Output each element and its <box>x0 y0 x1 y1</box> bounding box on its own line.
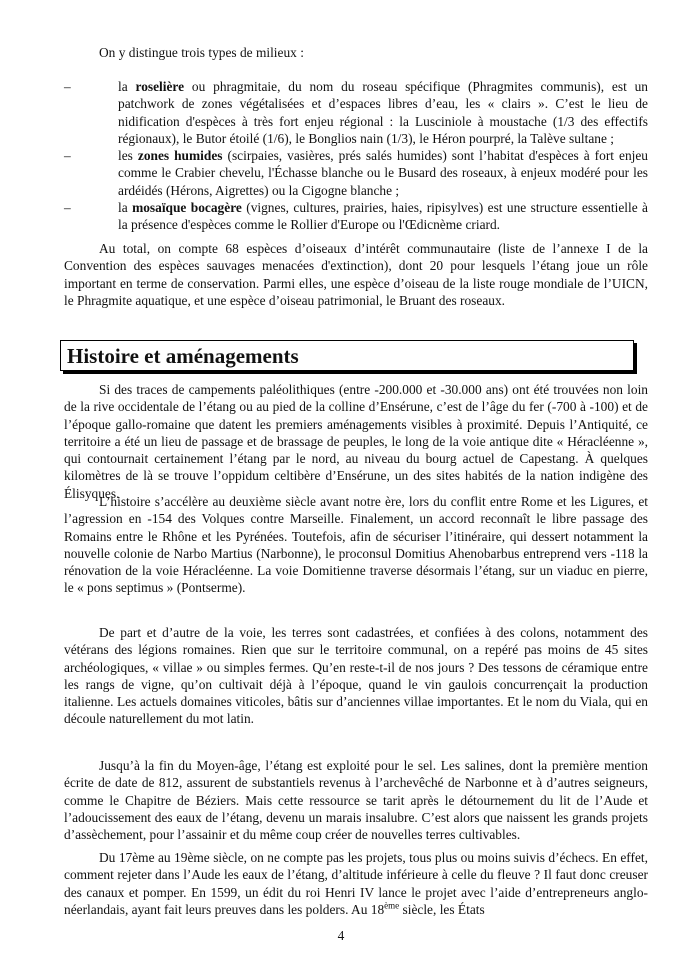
term-bold: roselière <box>135 79 185 94</box>
list-dash: – <box>64 79 71 94</box>
history-para-5 <box>64 849 648 918</box>
total-paragraph: Au total, on compte 68 espèces d’oiseaux d’intérêt communautaire (liste de l’annexe I de la Convention des espèces sauvages menacées d'extinction), dont 20 pour lesquels l’étang joue un rôle important en terme de conservation. Parmi elles, une espèce d’oiseau de la liste rouge mondiale de l’UICN, le Phragmite aquatique, et une espèce d’oiseau patrimonial, le Bruant des roseaux. <box>64 241 648 308</box>
body-paragraph: Si des traces de campements paléolithiques (entre -200.000 et -30.000 ans) ont été trouvées non loin de la rive occidentale de l’étang ou au pied de la colline d’Ensérune, c’est de l’âge du fer (-700 à -100) et de l’époque gallo-romaine que datent les premiers aménagements visibles à proximité. Depuis l’Antiquité, ce territoire a été un lieu de passage et de brassage de peuples, le long de la voie antique dite « Héracléenne », qui contournait certainement l’étang par le nord, au niveau du bourg actuel de Capestang. À quelques kilomètres de là se trouve l’oppidum celtibère d’Ensérune, un des sites habités de la nation indigène des Élisyques. <box>64 382 648 501</box>
body-paragraph: Du 17ème au 19ème siècle, on ne compte pas les projets, tous plus ou moins suivis d’échecs. En effet, comment rejeter dans l’Aude les eaux de l’étang, d’altitude inférieure à celle du fleuve ? Il faut donc creuser des canaux et pomper. En 1599, un édit du roi Henri IV lance le projet avec l’aide d’entrepreneurs anglo-néerlandais, ayant fait leurs preuves dans les polders. Au 18ème siècle, les États <box>64 850 648 917</box>
body-paragraph: Jusqu’à la fin du Moyen-âge, l’étang est exploité pour le sel. Les salines, dont la première mention écrite de date de 812, assurent de substantiels revenus à l’archevêché de Narbonne et à d’autres seigneurs, comme le Chapitre de Béziers. Mais cette ressource se tarit après le détournement du lit de l’Aude et l’adoucissement des eaux de l’étang, devenu un marais insalubre. C’est alors que naissent les grands projets d’assèchement, pour l’assainir et du même coup créer de nouvelles terres cultivables. <box>64 758 648 843</box>
total-block <box>64 240 648 309</box>
history-para-3 <box>64 624 648 728</box>
list-dash: – <box>64 200 71 216</box>
section-heading: Histoire et aménagements <box>60 340 634 371</box>
intro-paragraph: On y distingue trois types de milieux : <box>99 45 304 60</box>
list-item: – la mosaïque bocagère (vignes, cultures, prairies, haies, ripisylves) est une structure essentielle à la présence d'espèces comme le Rollier d'Europe ou l'Œdicnème criard. <box>64 200 648 233</box>
history-para-1 <box>64 381 648 502</box>
list-item: – la roselière ou phragmitaie, du nom du roseau spécifique (Phragmites communis), est un patchwork de zones végétalisées et d’espaces libres d’eau, les « clairs ». C’est le lieu de nidification d'espèces à très fort enjeu régional : la Lusciniole à moustache (1/3 des effectifs régionaux), le Butor étoilé (1/6), le Bonglios nain (1/3), le Héron pourpré, la Talève sultane ; <box>64 79 649 146</box>
habitat-list <box>64 78 648 234</box>
term-bold: mosaïque bocagère <box>132 200 242 216</box>
history-para-4 <box>64 757 648 843</box>
list-item: – les zones humides (scirpaies, vasières, prés salés humides) sont l’habitat d'espèces à fort enjeu comme le Crabier chevelu, l'Échasse blanche ou le Busard des roseaux, à enjeux modéré pour les ardéidés (Hérons, Aigrettes) ou la Cigogne blanche ; <box>64 148 648 198</box>
term-bold: zones humides <box>137 148 223 164</box>
history-para-2 <box>64 493 648 597</box>
list-dash: – <box>64 148 71 164</box>
body-paragraph: De part et d’autre de la voie, les terres sont cadastrées, et confiées à des colons, notamment des vétérans des légions romaines. Rien que sur le territoire communal, on a repéré pas moins de 45 sites archéologiques, « villae » ou simples fermes. Qu’en reste-t-il de nos jours ? Des tessons de céramique entre les rangs de vigne, qu’on cultivait déjà à l’époque, quand le vin gaulois concurrençait la production italienne. Les actuels domaines viticoles, bâtis sur d’anciennes villae importantes. Et le nom du Viala, qui en découle naturellement du mot latin. <box>64 625 648 727</box>
superscript: ème <box>384 900 400 911</box>
body-paragraph: L’histoire s’accélère au deuxième siècle avant notre ère, lors du conflit entre Rome et les Ligures, et l’agression en -154 des Volques contre Marseille. Finalement, un accord reconnaît le libre passage des Romains entre le Rhône et les Pyrénées. Toutefois, afin de sécuriser l’itinéraire, qui dessert notamment la nouvelle colonie de Narbo Martius (Narbonne), le proconsul Domitius Ahenobarbus entreprend vers -118 la rénovation de la voie Héracléenne. La voie Domitienne traverse désormais l’étang, sur un viaduc en pierre, le « pons septimus » (Pontserme). <box>64 494 648 596</box>
page-number: 4 <box>337 928 345 943</box>
